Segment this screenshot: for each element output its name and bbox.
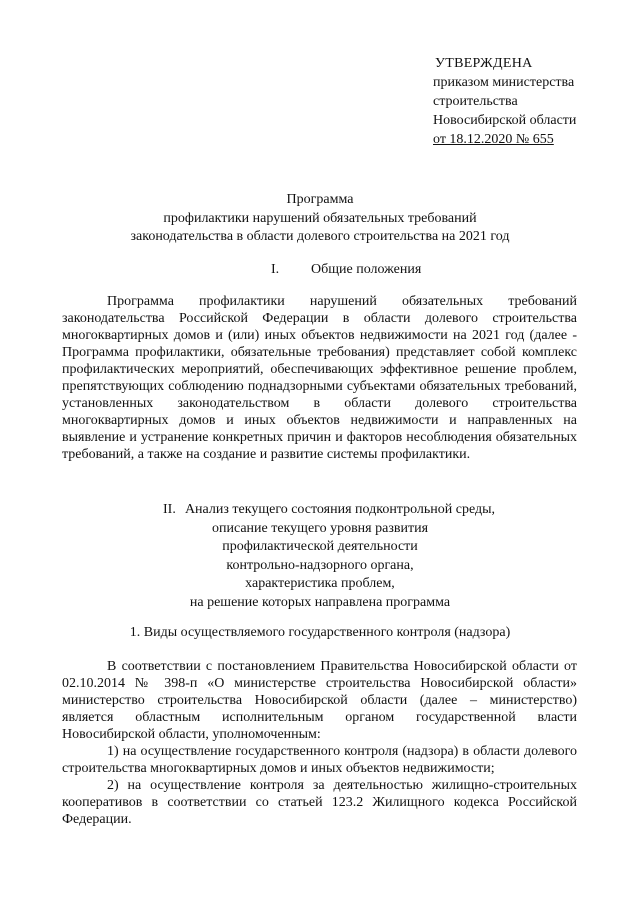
approval-stamp: [433, 54, 576, 149]
approval-heading: УТВЕРЖДЕНА: [435, 56, 533, 71]
section-1-paragraph: [62, 293, 577, 463]
item-1-text: 1) на осуществление государственного контроля (надзора) в области долевого строительства многоквартирных домов и иных объектов недвижимости;: [62, 744, 577, 776]
subsection-1-item-2: [62, 777, 577, 828]
subsection-1-item-1: [62, 743, 577, 777]
section-2-title-line-4: контрольно-надзорного органа,: [226, 557, 414, 573]
section-2-title-line-2: описание текущего уровня развития: [211, 520, 429, 536]
section-2-title-line-1: Анализ текущего состояния подконтрольной среды,: [184, 502, 496, 517]
approval-date-number: от 18.12.2020 № 655: [433, 132, 554, 147]
approval-line-1: приказом министерства: [433, 75, 575, 90]
section-1-text: Программа профилактики нарушений обязательных требований законодательства Российской Федерации в области долевого строительства многоквартирных домов и (или) иных объектов недвижимости на 2021 год (далее - Программа профилактики, обязательные требования) представляет собой комплекс профилактических мероприятий, обеспечивающих эффективное решение проблем, препятствующих соблюдению поднадзорными субъектами обязательных требований, установленных законодательством в области долевого строительства многоквартирных домов и иных объектов недвижимости и направленных на выявление и устранение конкретных причин и факторов несоблюдения обязательных требований, а также на создание и развитие системы профилактики.: [62, 294, 577, 462]
title-line-1: Программа: [286, 192, 354, 207]
approval-line-3: Новосибирской области: [433, 113, 577, 128]
subsection-1-paragraph: [62, 658, 577, 743]
document-title: [60, 191, 580, 247]
section-1-number: I.: [271, 262, 280, 277]
section-1-title: Общие положения: [311, 262, 422, 277]
subsection-1-heading: 1. Виды осуществляемого государственного контроля (надзора): [129, 625, 511, 640]
subsection-1-text: В соответствии с постановлением Правительства Новосибирской области от 02.10.2014 № 398-п «О министерстве строительства Новосибирской области» министерство строительства Новосибирской области (далее – министерство) является областным исполнительным органом государственной власти Новосибирской области, уполномоченным:: [62, 659, 577, 742]
title-line-3: законодательства в области долевого строительства на 2021 год: [130, 229, 510, 244]
section-2-title-line-5: характеристика проблем,: [245, 576, 395, 591]
item-2-text: 2) на осуществление контроля за деятельностью жилищно-строительных кооперативов в соответствии со статьей 123.2 Жилищного кодекса Российской Федерации.: [62, 778, 577, 827]
section-2-heading: [60, 501, 580, 612]
section-2-number: II.: [163, 502, 176, 517]
approval-line-2: строительства: [433, 94, 518, 109]
section-2-title-line-3: профилактической деятельности: [222, 539, 418, 554]
section-2-title-line-6: на решение которых направлена программа: [189, 594, 451, 610]
title-line-2: профилактики нарушений обязательных требований: [163, 210, 477, 226]
